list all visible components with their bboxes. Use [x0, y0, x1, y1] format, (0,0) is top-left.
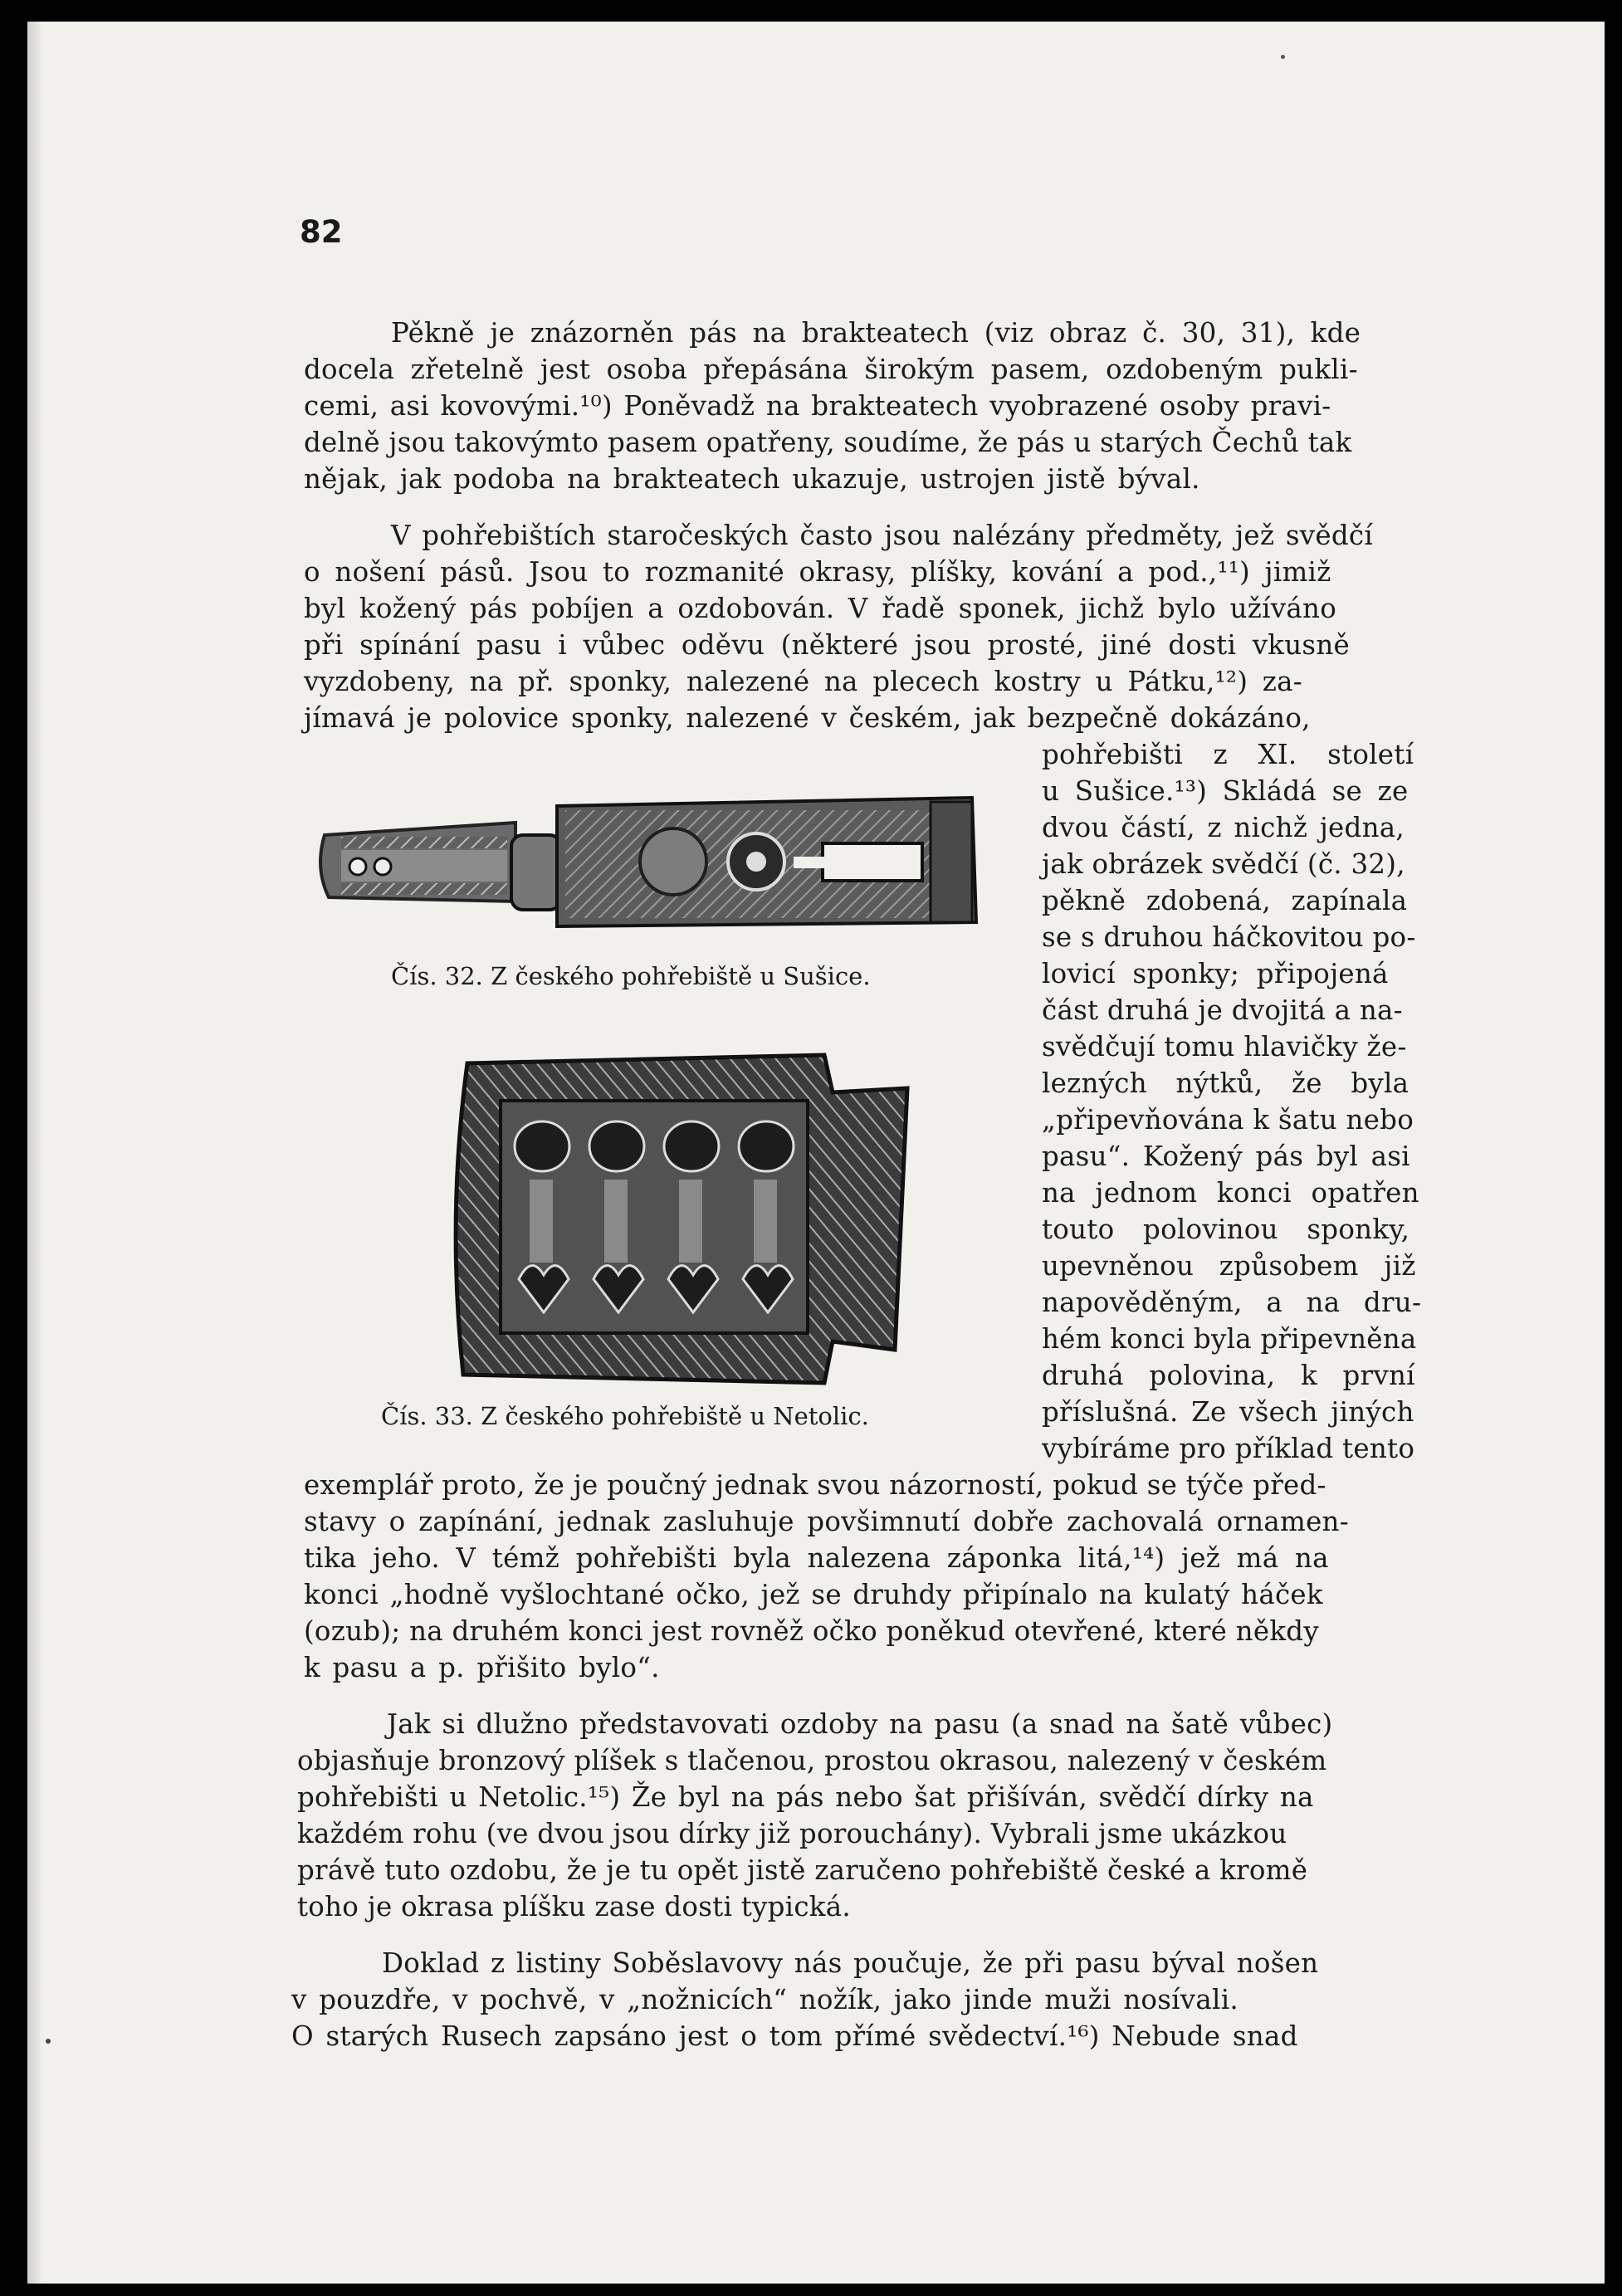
- text-line: stavy o zapínání, jednak zasluhuje povšimnutí dobře zachovalá ornamen-: [304, 1506, 1349, 1537]
- text-line: tika jeho. V témž pohřebišti byla nalezena záponka litá,¹⁴) jež má na: [304, 1542, 1329, 1574]
- text-line: O starých Rusech zapsáno jest o tom přímé svědectví.¹⁶) Nebude snad: [291, 2020, 1298, 2052]
- text-line: „připevňována k šatu nebo: [1042, 1104, 1414, 1136]
- text-line: každém rohu (ve dvou jsou dírky již porouchány). Vybrali jsme ukázkou: [297, 1818, 1287, 1849]
- text-line: pasu“. Kožený pás byl asi: [1042, 1141, 1410, 1172]
- text-line: na jednom konci opatřen: [1042, 1177, 1419, 1209]
- text-line: jak obrázek svědčí (č. 32),: [1042, 848, 1405, 880]
- text-line: objasňuje bronzový plíšek s tlačenou, prostou okrasou, nalezený v českém: [297, 1745, 1327, 1776]
- text-line: (ozub); na druhém konci jest rovněž očko poněkud otevřené, které někdy: [304, 1615, 1319, 1647]
- figure-32-caption: Čís. 32. Z českého pohřebiště u Sušice.: [391, 962, 871, 990]
- text-line: upevněnou způsobem již: [1042, 1250, 1416, 1282]
- text-line: cemi, asi kovovými.¹⁰) Poněvadž na brakteatech vyobrazené osoby pravi-: [304, 390, 1331, 422]
- text-line: dvou částí, z nichž jedna,: [1042, 812, 1405, 843]
- text-line: hém konci byla připevněna: [1042, 1323, 1417, 1355]
- text-line: delně jsou takovýmto pasem opatřeny, soudíme, že pás u starých Čechů tak: [304, 427, 1352, 458]
- text-line: Doklad z listiny Soběslavovy nás poučuje, že při pasu býval nošen: [382, 1947, 1319, 1979]
- figure-32-buckle-image: [308, 785, 1005, 943]
- text-line: Pěkně je znázorněn pás na brakteatech (viz obraz č. 30, 31), kde: [391, 317, 1361, 349]
- text-line: příslušná. Ze všech jiných: [1042, 1396, 1414, 1428]
- text-line: toho je okrasa plíšku zase dosti typická.: [297, 1891, 851, 1922]
- text-line: Jak si dlužno představovati ozdoby na pasu (a snad na šatě vůbec): [387, 1708, 1333, 1740]
- text-line: V pohřebištích staročeských často jsou nalézány předměty, jež svědčí: [391, 520, 1374, 551]
- figure-33-caption: Čís. 33. Z českého pohřebiště u Netolic.: [381, 1402, 869, 1430]
- text-line: k pasu a p. přišito bylo“.: [304, 1652, 660, 1683]
- text-line: o nošení pásů. Jsou to rozmanité okrasy, plíšky, kování a pod.,¹¹) jimiž: [304, 556, 1331, 588]
- scan-speck: [46, 2039, 51, 2044]
- figure-33-plate-image: [442, 1043, 924, 1391]
- text-line: část druhá je dvojitá a na-: [1042, 994, 1403, 1026]
- text-line: nějak, jak podoba na brakteatech ukazuje, ustrojen jistě býval.: [304, 463, 1200, 495]
- text-line: lezných nýtků, že byla: [1042, 1067, 1409, 1099]
- text-line: docela zřetelně jest osoba přepásána širokým pasem, ozdobeným pukli-: [304, 354, 1358, 385]
- text-line: konci „hodně vyšlochtané očko, jež se druhdy připínalo na kulatý háček: [304, 1579, 1323, 1610]
- text-line: druhá polovina, k první: [1042, 1360, 1415, 1391]
- text-line: byl kožený pás pobíjen a ozdobován. V řadě sponek, jichž bylo užíváno: [304, 593, 1337, 624]
- text-line: vyzdobeny, na př. sponky, nalezené na plecech kostry u Pátku,¹²) za-: [304, 666, 1302, 697]
- text-line: jímavá je polovice sponky, nalezené v českém, jak bezpečně dokázáno,: [304, 702, 1311, 734]
- text-line: napověděným, a na dru-: [1042, 1287, 1422, 1318]
- text-line: lovicí sponky; připojená: [1042, 958, 1389, 989]
- page-number: 82: [300, 214, 343, 250]
- text-line: u Sušice.¹³) Skládá se ze: [1042, 775, 1409, 807]
- text-line: exemplář proto, že je poučný jednak svou názorností, pokud se týče před-: [304, 1469, 1326, 1501]
- text-line: vybíráme pro příklad tento: [1042, 1433, 1415, 1464]
- text-line: při spínání pasu i vůbec oděvu (některé jsou prosté, jiné dosti vkusně: [304, 629, 1351, 661]
- text-line: pohřebišti z XI. století: [1042, 739, 1414, 770]
- scan-speck: [1281, 55, 1285, 59]
- text-line: v pouzdře, v pochvě, v „nožnicích“ nožík, jako jinde muži nosívali.: [291, 1984, 1238, 2015]
- text-line: svědčují tomu hlavičky že-: [1042, 1031, 1407, 1063]
- text-line: pěkně zdobená, zapínala: [1042, 885, 1408, 916]
- text-line: se s druhou háčkovitou po-: [1042, 921, 1416, 953]
- page-edge-shadow: [27, 22, 42, 2284]
- text-line: pohřebišti u Netolic.¹⁵) Že byl na pás nebo šat přišíván, svědčí dírky na: [297, 1781, 1314, 1813]
- book-page: [27, 22, 1605, 2284]
- text-line: právě tuto ozdobu, že je tu opět jistě zaručeno pohřebiště české a kromě: [297, 1854, 1308, 1886]
- text-line: touto polovinou sponky,: [1042, 1214, 1410, 1245]
